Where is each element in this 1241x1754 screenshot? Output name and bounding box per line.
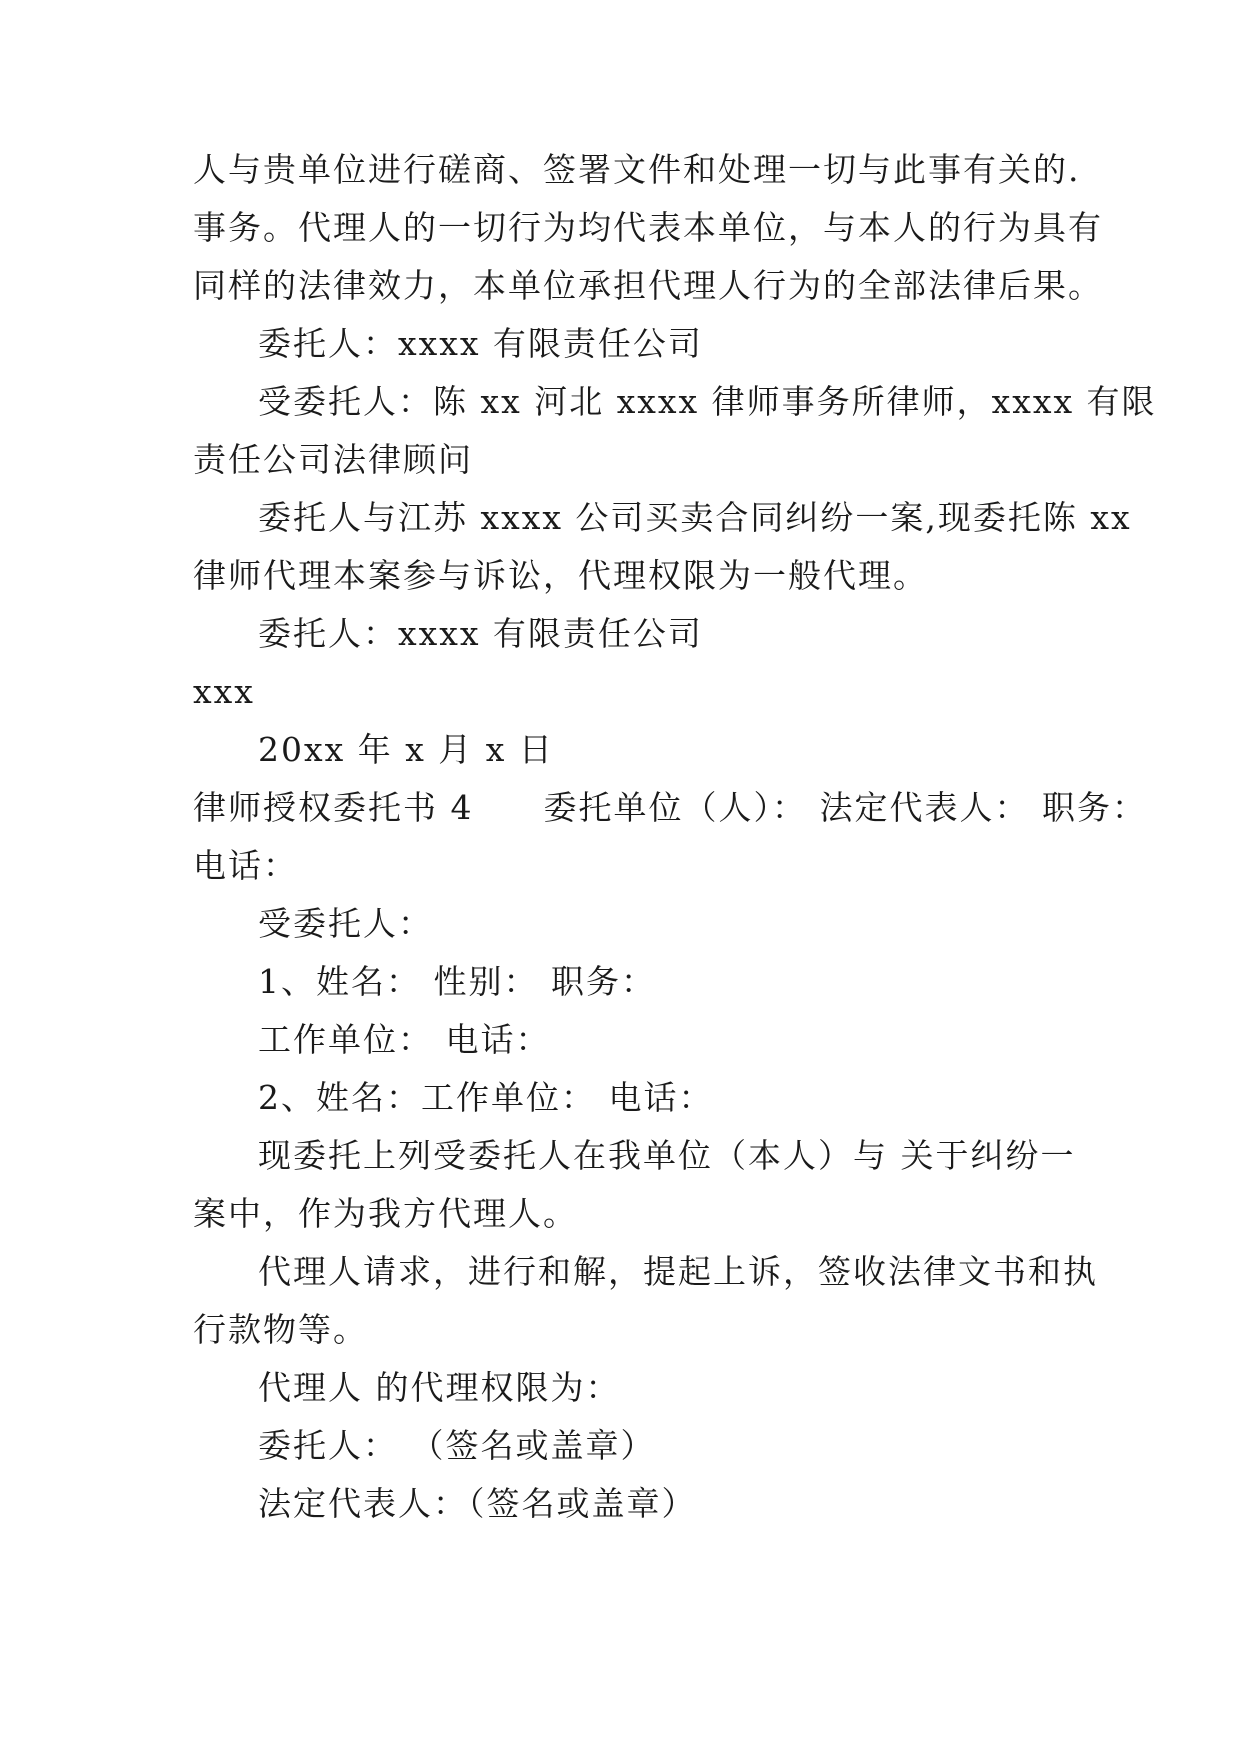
- text-line: xxx: [193, 672, 255, 711]
- text-line: 1、姓名： 性别： 职务：: [258, 962, 656, 1001]
- text-line: 同样的法律效力，本单位承担代理人行为的全部法律后果。: [193, 266, 1103, 305]
- text-line: 委托人：xxxx 有限责任公司: [258, 324, 703, 363]
- text-line: 委托人与江苏 xxxx 公司买卖合同纠纷一案,现委托陈 xx: [258, 498, 1132, 537]
- text-line: 责任公司法律顾问: [193, 440, 473, 479]
- text-line: 受委托人：陈 xx 河北 xxxx 律师事务所律师，xxxx 有限: [258, 382, 1157, 421]
- section-heading-line: 律师授权委托书 4 委托单位（人）： 法定代表人： 职务：: [193, 788, 1147, 827]
- text-line: 律师代理本案参与诉讼，代理权限为一般代理。: [193, 556, 928, 595]
- text-line: 人与贵单位进行磋商、签署文件和处理一切与此事有关的.: [193, 150, 1081, 189]
- text-line: 案中，作为我方代理人。: [193, 1194, 578, 1233]
- text-line: 电话：: [193, 846, 298, 885]
- text-line: 事务。代理人的一切行为均代表本单位，与本人的行为具有: [193, 208, 1103, 247]
- text-line: 委托人： （签名或盖章）: [258, 1426, 656, 1465]
- text-line: 法定代表人：（签名或盖章）: [258, 1484, 697, 1523]
- text-line: 受委托人：: [258, 904, 433, 943]
- text-line: 现委托上列受委托人在我单位（本人）与 关于纠纷一: [258, 1136, 1076, 1175]
- text-line: 工作单位： 电话：: [258, 1020, 551, 1059]
- text-line: 委托人：xxxx 有限责任公司: [258, 614, 703, 653]
- text-line: 行款物等。: [193, 1310, 368, 1349]
- date-line: 20xx 年 x 月 x 日: [258, 730, 554, 769]
- text-line: 代理人请求，进行和解，提起上诉，签收法律文书和执: [258, 1252, 1098, 1291]
- text-line: 代理人 的代理权限为：: [258, 1368, 621, 1407]
- text-line: 2、姓名：工作单位： 电话：: [258, 1078, 714, 1117]
